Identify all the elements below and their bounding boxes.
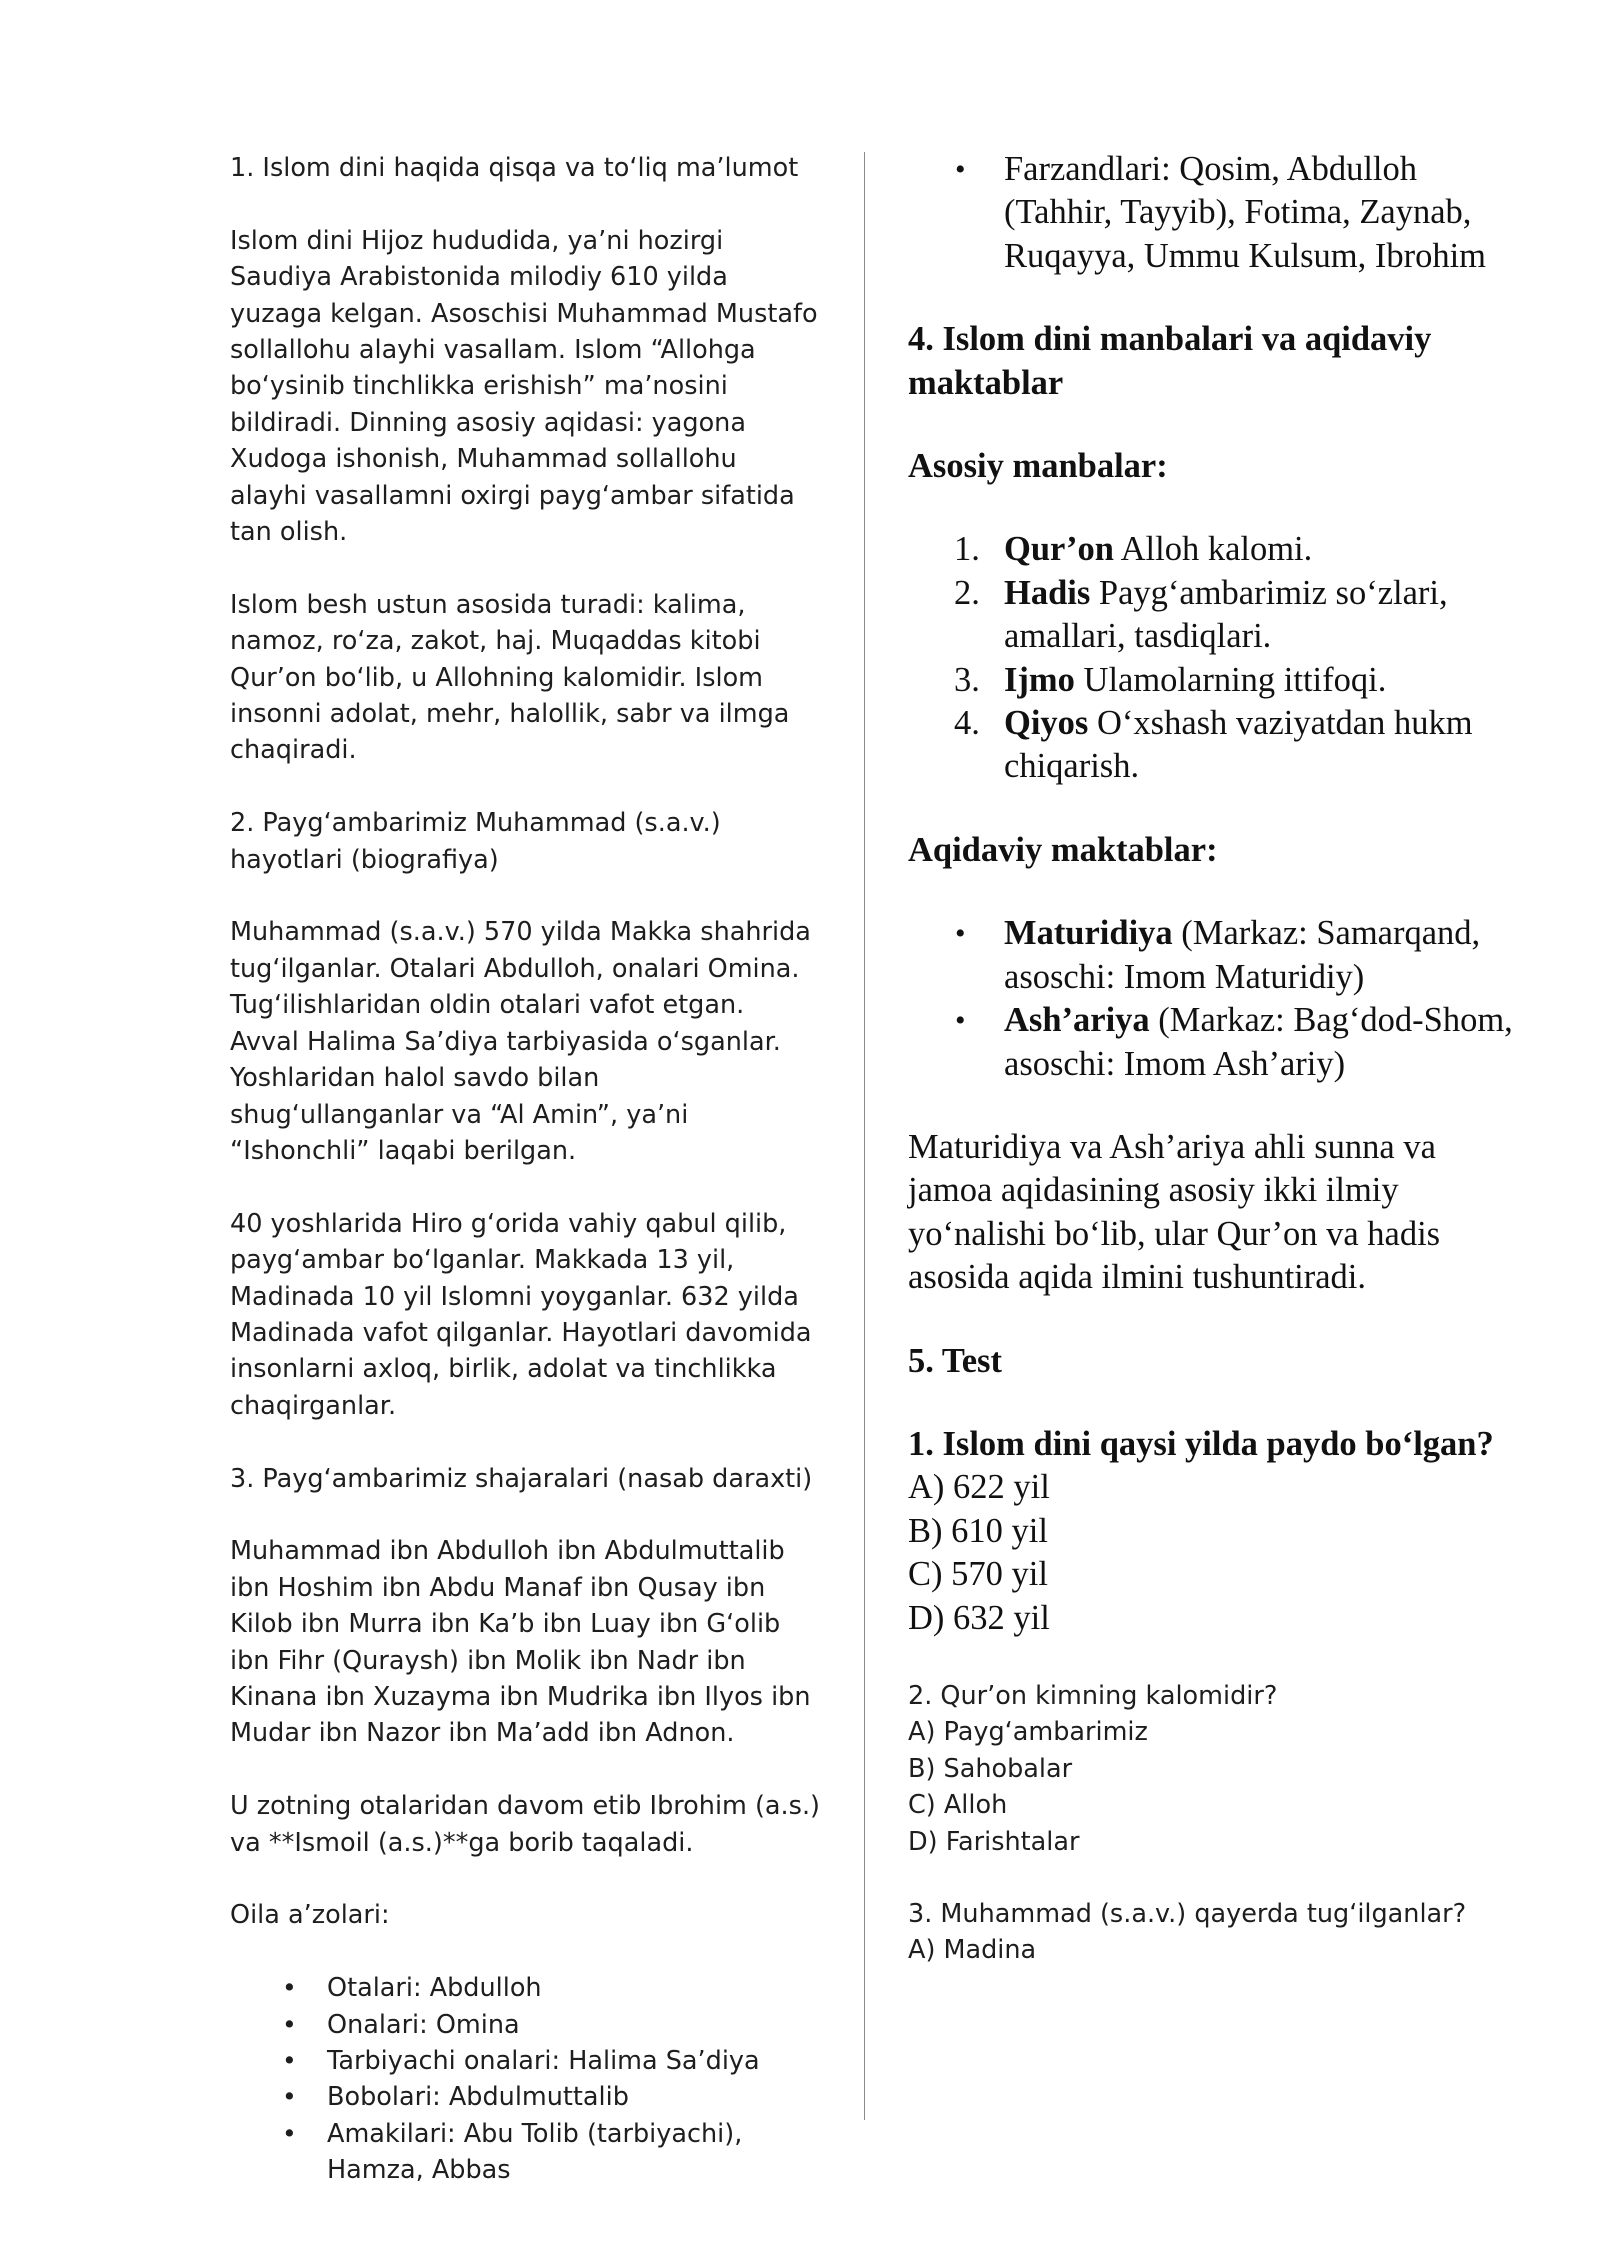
source-desc: Alloh kalomi. [1113,530,1313,569]
q3-option: A) Madina [908,1935,1037,1966]
section-1-paragraph-1: Islom dini Hijoz hududida, ya’ni hozirgi Saudiya Arabistonida milodiy 610 yilda yuzaga kelgan. Asoschisi Muhammad Mustafo sollallohu alayhi vasallam. Islom “Allohga bo‘ysinib tinchlikka erishish” ma’nosini bildiradi. Dinning asosiy aqidasi: yagona Xudoga ishonish, Muhammad sollallohu alayhi vasallamni oxirgi payg‘ambar sifatida tan olish. [230,225,818,548]
source-desc: Ulamolarning ittifoqi. [1074,660,1387,699]
question-3: 3. Muhammad (s.a.v.) qayerda tug‘ilganlar? [908,1899,1467,1929]
question-2: 2. Qur’on kimning kalomidir? [908,1680,1278,1711]
family-item: • Otalari: Abdulloh [230,1970,820,2006]
schools-paragraph: Maturidiya va Ash’ariya ahli sunna va jamoa aqidasining asosiy ikki ilmiy yo‘nalishi bo‘lib, ular Qur’on va hadis asosida aqida ilmini tushuntiradi. [908,1127,1441,1297]
family-label: Oila a’zolari: [230,1900,390,1931]
section-3-paragraph-1: Muhammad ibn Abdulloh ibn Abdulmuttalib ibn Hoshim ibn Abdu Manaf ibn Qusay ibn Kilob ibn Murra ibn Ka’b ibn Luay ibn G‘olib ibn Fihr (Quraysh) ibn Molik ibn Nadr ibn Kinana ibn Xuzayma ibn Mudrika ibn Ilyos ibn Mudar ibn Nazor ibn Ma’add ibn Adnon. [230,1536,811,1749]
source-item [908,572,1518,659]
column-divider [864,152,865,2120]
right-column [908,148,1518,1969]
source-term: Qiyos [1004,704,1089,743]
question-2-block [908,1678,1518,1860]
family-item: • Onalari: Omina [230,2007,820,2043]
section-2-paragraph-2: 40 yoshlarida Hiro g‘orida vahiy qabul qilib, payg‘ambar bo‘lganlar. Makkada 13 yil, Madinada 10 yil Islomni yoyganlar. 632 yilda Madinada vafot qilganlar. Hayotlari davomida insonlarni axloq, birlik, adolat va tinchlikka chaqirganlar. [230,1208,812,1421]
q2-option: C) Alloh [908,1790,1008,1821]
section-2-heading: 2. Payg‘ambarimiz Muhammad (s.a.v.) hayotlari (biografiya) [230,808,721,875]
school-term: Maturidiya [1004,914,1173,953]
q2-option: B) Sahobalar [908,1753,1073,1784]
source-number: 3. [954,660,980,699]
section-1-paragraph-2: Islom besh ustun asosida turadi: kalima, namoz, ro‘za, zakot, haj. Muqaddas kitobi Qur’on bo‘lib, u Allohning kalomidir. Islom insonni adolat, mehr, halollik, sabr va ilmga chaqiradi. [230,589,790,766]
family-list [230,1970,820,2188]
source-number: 1. [954,530,980,569]
family-item: • Amakilari: Abu Tolib (tarbiyachi), Hamza, Abbas [230,2116,820,2189]
family-item: • Bobolari: Abdulmuttalib [230,2079,820,2115]
source-term: Hadis [1004,573,1091,612]
source-desc: O‘xshash vaziyatdan hukm chiqarish. [1004,704,1473,786]
question-1: 1. Islom dini qaysi yilda paydo bo‘lgan? [908,1424,1494,1463]
children-item: • Farzandlari: Qosim, Abdulloh (Tahhir, Tayyib), Fotima, Zaynab, Ruqayya, Ummu Kulsum, Ibrohim [908,148,1518,278]
source-term: Qur’on [1004,530,1114,569]
q1-option: A) 622 yil [908,1468,1050,1507]
school-term: Ash’ariya [1004,1001,1150,1040]
schools-heading: Aqidaviy maktablar: [908,830,1218,869]
sources-heading: Asosiy manbalar: [908,447,1168,486]
section-2-paragraph-1: Muhammad (s.a.v.) 570 yilda Makka shahrida tug‘ilganlar. Otalari Abdulloh, onalari Omina. Tug‘ilishlaridan oldin otalari vafot etgan. Avval Halima Sa’diya tarbiyasida o‘sganlar. Yoshlaridan halol savdo bilan shug‘ullanganlar va “Al Amin”, ya’ni “Ishonchli” laqabi berilgan. [230,917,811,1166]
q2-option: A) Payg‘ambarimiz [908,1717,1148,1748]
source-item [908,659,1518,702]
school-item [908,999,1518,1086]
section-5-heading: 5. Test [908,1341,1002,1380]
sources-list [908,528,1518,788]
q1-option: C) 570 yil [908,1555,1048,1594]
school-desc: (Markaz: Bag‘dod-Shom, asoschi: Imom Ash’ariy) [1004,1001,1513,1083]
source-item [908,702,1518,789]
left-column [230,150,820,2189]
section-3-paragraph-2: U zotning otalaridan davom etib Ibrohim (a.s.) va **Ismoil (a.s.)**ga borib taqaladi. [230,1791,820,1858]
q2-option: D) Farishtalar [908,1826,1080,1857]
school-item [908,912,1518,999]
school-desc: (Markaz: Samarqand, asoschi: Imom Maturidiy) [1004,914,1481,996]
q1-option: B) 610 yil [908,1511,1048,1550]
section-1-heading: 1. Islom dini haqida qisqa va to‘liq ma’lumot [230,153,799,183]
section-4-heading: 4. Islom dini manbalari va aqidaviy maktablar [908,320,1432,402]
q1-option: D) 632 yil [908,1598,1050,1637]
source-number: 2. [954,573,980,612]
source-item [908,528,1518,571]
family-item: • Tarbiyachi onalari: Halima Sa’diya [230,2043,820,2079]
question-3-block [908,1896,1518,1969]
source-desc: Payg‘ambarimiz so‘zlari, amallari, tasdiqlari. [1004,573,1448,656]
source-term: Ijmo [1004,660,1075,699]
schools-list [908,912,1518,1086]
source-number: 4. [954,704,980,743]
section-3-heading: 3. Payg‘ambarimiz shajaralari (nasab daraxti) [230,1463,813,1494]
children-list [908,148,1518,278]
